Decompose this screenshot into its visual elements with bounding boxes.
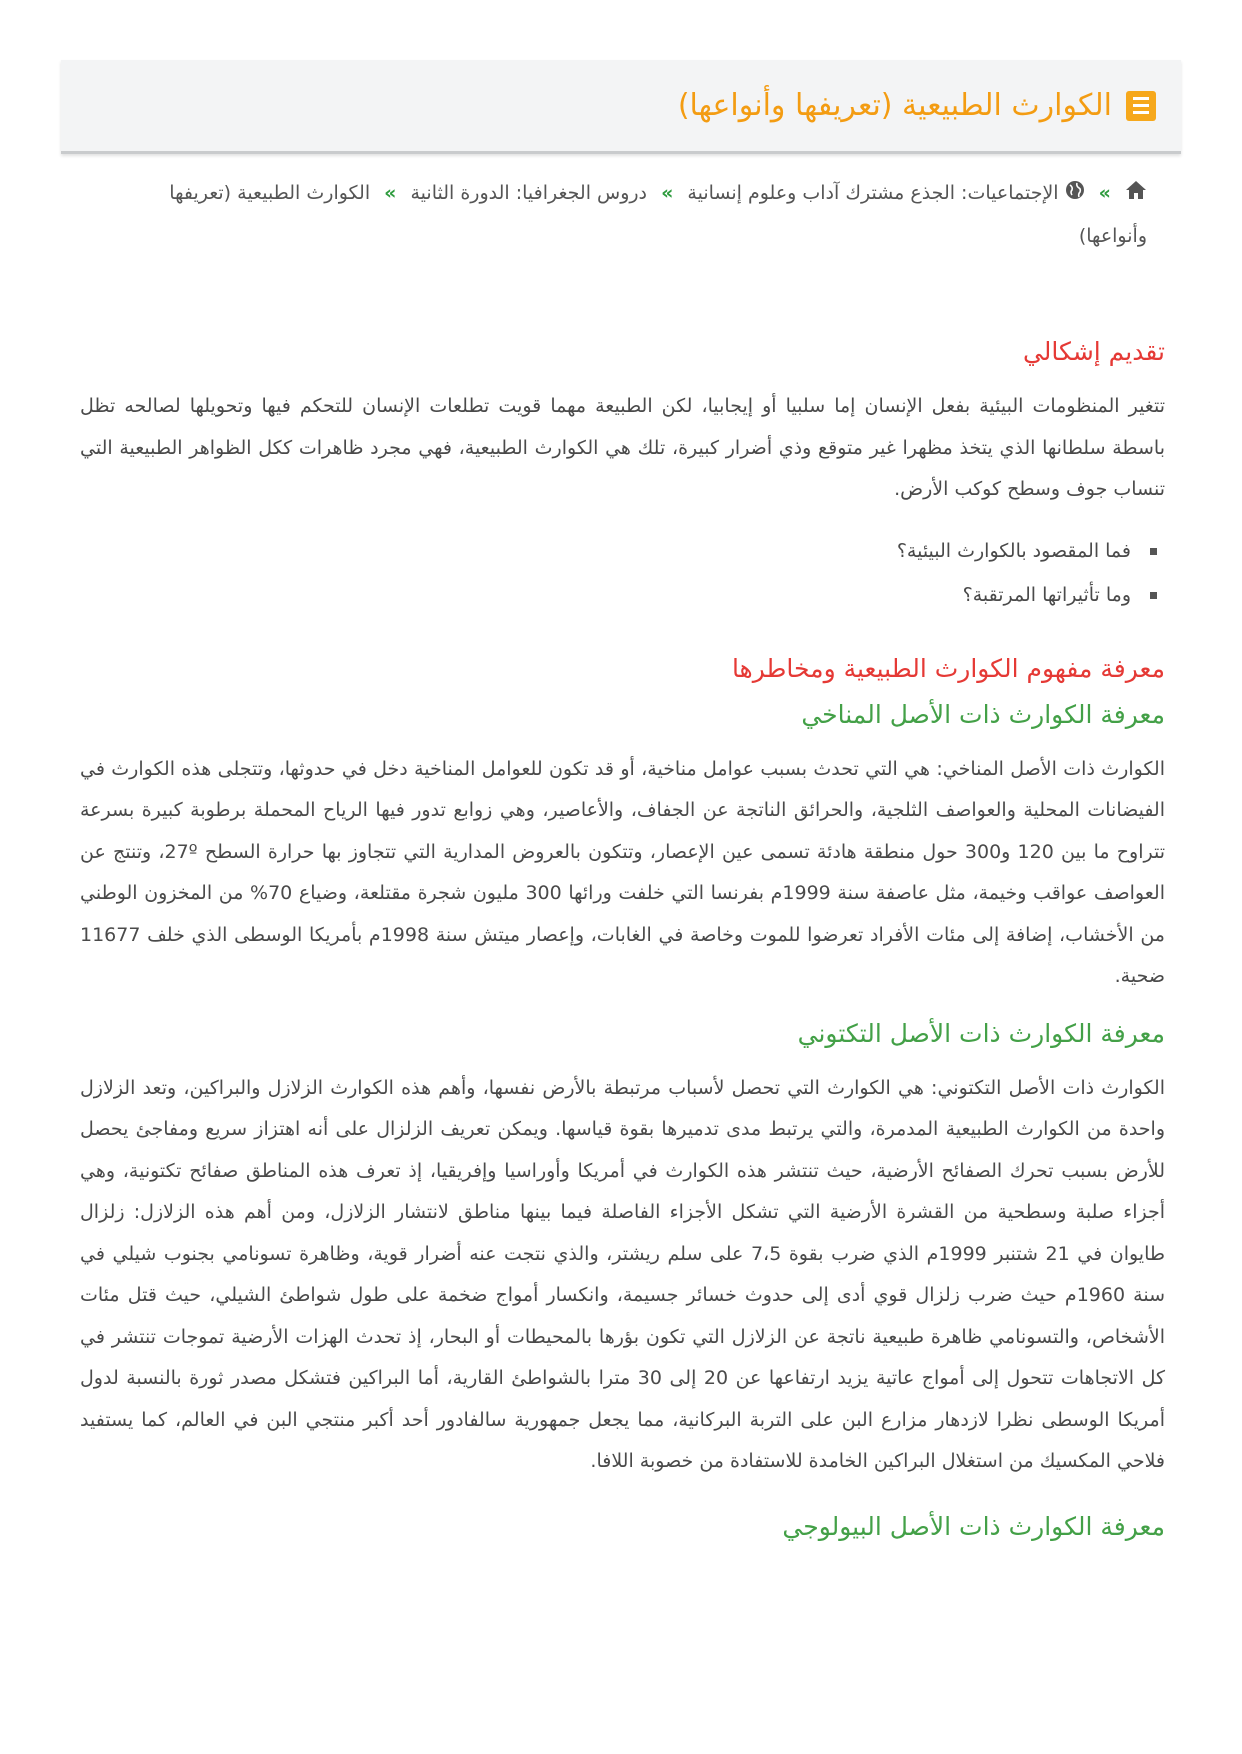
climatic-heading: معرفة الكوارث ذات الأصل المناخي [801,699,1165,729]
breadcrumb-link-geography-lessons[interactable]: دروس الجغرافيا: الدورة الثانية [410,182,648,204]
breadcrumb-separator: » [1098,182,1111,204]
breadcrumb-link-social-studies[interactable]: الإجتماعيات: الجذع مشترك آداب وعلوم إنسانية [687,182,1059,204]
biological-heading: معرفة الكوارث ذات الأصل البيولوجي [782,1511,1165,1541]
climatic-paragraph: الكوارث ذات الأصل المناخي: هي التي تحدث بسبب عوامل مناخية، أو قد تكون للعوامل المناخية دخل في حدوثها، وتتجلى هذه الكوارث في الفيضانات المحلية والعواصف الثلجية، والحرائق الناتجة عن الجفاف، والأعاصير، وهي زوابع تدور فيها الرياح المحملة برطوبة كبيرة بسرعة تتراوح ما بين 120 و300 حول منطقة هادئة تسمى عين الإعصار، وتتكون بالعروض المدارية التي تتجاوز بها حرارة السطح 27º، وتنتج عن العواصف عواقب وخيمة، مثل عاصفة سنة 1999م بفرنسا التي خلفت ورائها 300 مليون شجرة مقتلعة، وضياع 70% من المخزون الوطني من الأخشاب، إضافة إلى مئات الأفراد تعرضوا للموت وخاصة في الغابات، وإعصار ميتش سنة 1998م بأمريكا الوسطى الذي خلف 11677 ضحية. [80,757,1166,987]
breadcrumb-current: الكوارث الطبيعية (تعريفها وأنواعها) [169,182,1147,247]
breadcrumb [112,172,1147,257]
list-item: فما المقصود بالكوارث البيئية؟ [80,529,1165,573]
intro-paragraph: تتغير المنظومات البيئية بفعل الإنسان إما سلبيا أو إيجابيا، لكن الطبيعة مهما قويت تطلعات الإنسان للتحكم فيها وتحويلها لصالحه تظل باسطة سلطانها الذي يتخذ مظهرا غير متوقع وذي أضرار كبيرة، تلك هي الكوارث الطبيعية، فهي مجرد ظاهرات ككل الظواهر الطبيعية التي تنساب جوف وسطح كوكب الأرض. [80,395,1165,500]
tectonic-paragraph: الكوارث ذات الأصل التكتوني: هي الكوارث التي تحصل لأسباب مرتبطة بالأرض نفسها، وأهم هذه الكوارث الزلازل والبراكين، وتعد الزلازل واحدة من الكوارث الطبيعية المدمرة، والتي يرتبط مدى تدميرها بقوة قياسها. ويمكن تعريف الزلزال على أنه اهتزاز سريع ومفاجئ يحصل للأرض بسبب تحرك الصفائح الأرضية، حيث تنتشر هذه الكوارث في أمريكا وأوراسيا وإفريقيا، إذ تعرف هذه المناطق صفائح تكتونية، وهي أجزاء صلبة وسطحية من القشرة الأرضية التي تشكل الأجزاء الفاصلة فيما بينها مناطق لانتشار الزلازل، ومن أهم هذه الزلازل: زلزال طايوان في 21 شتنبر 1999م الذي ضرب بقوة 7،5 على سلم ريشتر، والذي نتجت عنه أضرار قوية، وظاهرة تسونامي بجنوب شيلي في سنة 1960م حيث ضرب زلزال قوي أدى إلى حدوث خسائر جسيمة، وانكسار أمواج ضخمة على طول شواطئ الشيلي، حيث قتل مئات الأشخاص، والتسونامي ظاهرة طبيعية ناتجة عن الزلازل التي تكون بؤرها بالمحيطات أو البحار، إذ تحدث الهزات الأرضية تموجات تنتشر في كل الاتجاهات تتحول إلى أمواج عاتية يزيد ارتفاعها عن 20 إلى 30 مترا بالشواطئ القارية، أما البراكين فتشكل مصدر ثورة بالنسبة لدول أمريكا الوسطى نظرا لازدهار مزارع البن على التربة البركانية، مما يجعل جمهورية سالفادور أحد أكبر منتجي البن في العالم، كما يستفيد فلاحي المكسيك من استغلال البراكين الخامدة للاستفادة من خصوبة اللافا. [80,1076,1166,1472]
questions-list [80,529,1165,617]
list-item: وما تأثيراتها المرتقبة؟ [80,573,1165,617]
page-title-bar [61,60,1181,154]
tectonic-heading: معرفة الكوارث ذات الأصل التكتوني [797,1018,1165,1048]
breadcrumb-separator: » [384,182,397,204]
list-icon [1126,91,1156,121]
concept-heading: معرفة مفهوم الكوارث الطبيعية ومخاطرها [731,653,1165,683]
page-title: الكوارث الطبيعية (تعريفها وأنواعها) [677,88,1112,123]
home-icon[interactable] [1125,173,1147,215]
intro-heading: تقديم إشكالي [1022,337,1165,366]
article-content [80,330,1165,1549]
breadcrumb-separator: » [661,182,674,204]
globe-icon [1065,173,1085,215]
